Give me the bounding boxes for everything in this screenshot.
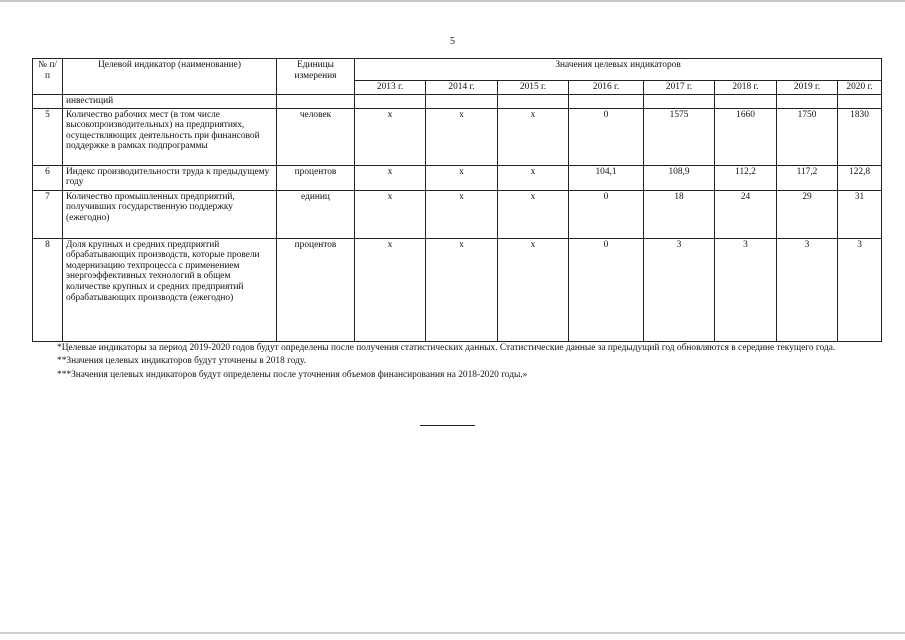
table-row	[33, 238, 882, 341]
unit-cell: человек	[277, 108, 355, 165]
indicator-name: Количество промышленных предприятий, получивших государственную поддержку (ежегодно)	[63, 190, 277, 238]
scan-border-bottom	[0, 632, 905, 634]
header-indicator: Целевой индикатор (наименование)	[63, 59, 277, 95]
value-cell: 3	[838, 238, 882, 341]
scan-border-top	[0, 0, 905, 2]
value-cell: 0	[569, 238, 644, 341]
value-cell: 112,2	[715, 165, 777, 190]
value-cell: 3	[644, 238, 715, 341]
header-year: 2015 г.	[498, 81, 569, 95]
unit-cell: единиц	[277, 190, 355, 238]
continuation-cell: инвестиций	[63, 95, 277, 109]
row-number: 7	[33, 190, 63, 238]
row-number: 8	[33, 238, 63, 341]
page-number: 5	[450, 36, 455, 47]
footnote-3: ***Значения целевых индикаторов будут определены после уточнения объемов финансирования на 2018-2020 годы.»	[57, 369, 528, 380]
value-cell: х	[498, 190, 569, 238]
table-row	[33, 190, 882, 238]
value-cell: х	[498, 165, 569, 190]
header-year: 2017 г.	[644, 81, 715, 95]
end-divider	[420, 425, 475, 426]
value-cell: х	[355, 190, 426, 238]
value-cell: х	[355, 165, 426, 190]
header-units: Единицы измерения	[277, 59, 355, 95]
value-cell: 29	[777, 190, 838, 238]
value-cell: х	[498, 108, 569, 165]
footnote-2: **Значения целевых индикаторов будут уточнены в 2018 году.	[57, 356, 306, 367]
unit-cell: процентов	[277, 165, 355, 190]
value-cell: х	[426, 190, 498, 238]
indicators-table	[32, 58, 882, 342]
header-year: 2020 г.	[838, 81, 882, 95]
header-year: 2019 г.	[777, 81, 838, 95]
footnotes	[40, 343, 870, 381]
unit-cell: процентов	[277, 238, 355, 341]
value-cell: х	[426, 108, 498, 165]
value-cell: 24	[715, 190, 777, 238]
table-row	[33, 108, 882, 165]
footnote-1: *Целевые индикаторы за период 2019-2020 годов будут определены после получения статистических данных. Статистические данные за предыдущий год обновляются в середине текущего года.	[57, 343, 836, 353]
value-cell: х	[426, 238, 498, 341]
value-cell: 0	[569, 190, 644, 238]
header-num: № п/п	[33, 59, 63, 95]
header-year: 2016 г.	[569, 81, 644, 95]
value-cell: 122,8	[838, 165, 882, 190]
header-values-group: Значения целевых индикаторов	[355, 59, 882, 81]
row-number: 6	[33, 165, 63, 190]
table-row	[33, 165, 882, 190]
value-cell: 104,1	[569, 165, 644, 190]
value-cell: х	[426, 165, 498, 190]
value-cell: 1830	[838, 108, 882, 165]
value-cell: 1660	[715, 108, 777, 165]
indicator-name: Доля крупных и средних предприятий обрабатывающих производств, которые провели модернизацию техпроцесса с применением энергоэффективных технологий в общем количестве крупных и средних предприятий обрабатывающих производств (ежегодно)	[63, 238, 277, 341]
value-cell: х	[498, 238, 569, 341]
header-year: 2018 г.	[715, 81, 777, 95]
value-cell: 0	[569, 108, 644, 165]
value-cell: 1575	[644, 108, 715, 165]
indicator-name: Количество рабочих мест (в том числе высокопроизводительных) на предприятиях, осуществляющих деятельность при финансовой поддержке в рамках подпрограммы	[63, 108, 277, 165]
value-cell: х	[355, 238, 426, 341]
value-cell: 31	[838, 190, 882, 238]
table-row-continuation	[33, 95, 882, 109]
value-cell: 1750	[777, 108, 838, 165]
value-cell: х	[355, 108, 426, 165]
indicator-name: Индекс производительности труда к предыдущему году	[63, 165, 277, 190]
value-cell: 117,2	[777, 165, 838, 190]
value-cell: 108,9	[644, 165, 715, 190]
header-year: 2014 г.	[426, 81, 498, 95]
value-cell: 3	[777, 238, 838, 341]
value-cell: 18	[644, 190, 715, 238]
value-cell: 3	[715, 238, 777, 341]
row-number: 5	[33, 108, 63, 165]
header-year: 2013 г.	[355, 81, 426, 95]
